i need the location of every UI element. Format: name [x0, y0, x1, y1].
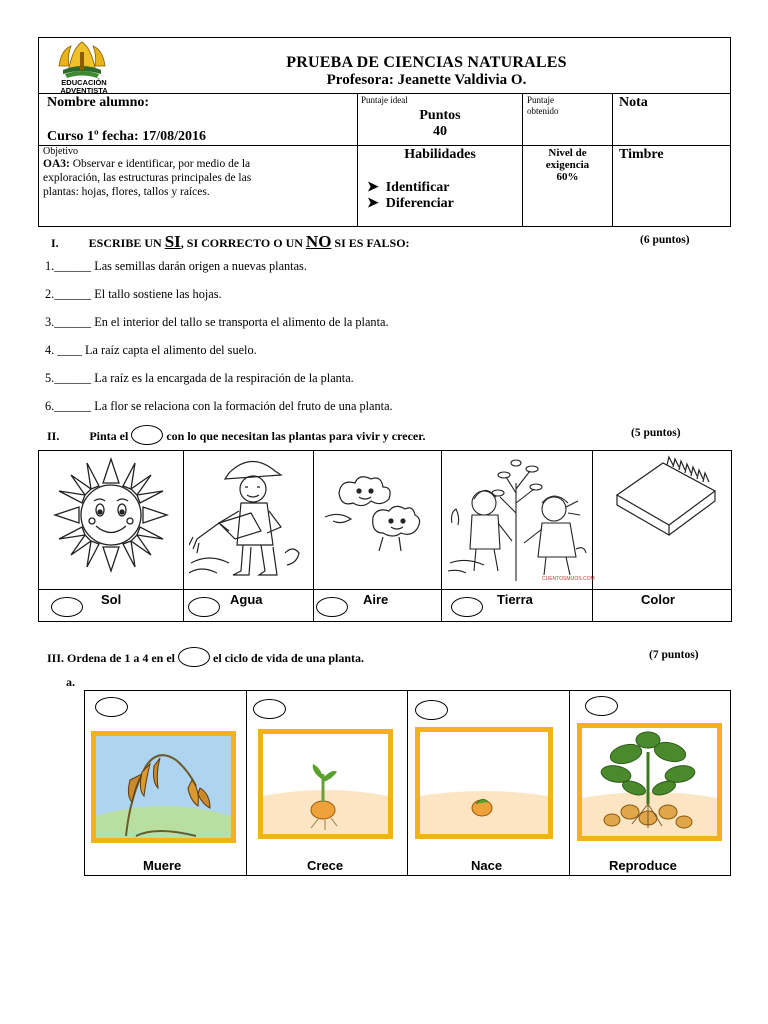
test-title: PRUEBA DE CIENCIAS NATURALES — [286, 54, 567, 71]
option-label-tierra: Tierra — [497, 592, 533, 607]
stage-image-muere — [91, 731, 236, 843]
option-label-color: Color — [641, 592, 675, 607]
points-value: 40 — [433, 124, 447, 139]
question-2[interactable]: 2.______ El tallo sostiene las hojas. — [45, 287, 222, 301]
no-word: NO — [305, 232, 332, 251]
sun-drawing — [49, 453, 174, 588]
logo-text: EDUCACIÓN — [61, 78, 107, 87]
skills-label: Habilidades — [404, 147, 476, 162]
crayon-box-drawing — [607, 455, 727, 550]
life-cycle-table — [84, 690, 731, 876]
question-1[interactable]: 1.______ Las semillas darán origen a nuevas plantas. — [45, 259, 307, 273]
grade-label: Nota — [619, 95, 648, 110]
student-name-label: Nombre alumno: — [47, 95, 150, 110]
question-4[interactable]: 4. ____ La raíz capta el alimento del suelo. — [45, 343, 257, 357]
question-6[interactable]: 6.______ La flor se relaciona con la formación del fruto de una planta. — [45, 399, 393, 413]
option-oval-aire[interactable] — [316, 597, 348, 617]
teacher-name: Profesora: Jeanette Valdivia O. — [326, 72, 527, 88]
stage-image-nace — [415, 727, 553, 839]
section-1-title: I. ESCRIBE UN SI, SI CORRECTO O UN NO SI ES FALSO: — [51, 232, 410, 251]
air-cloud-drawing — [319, 471, 437, 576]
objective-code: OA3: — [43, 158, 70, 170]
order-oval-reproduce[interactable] — [585, 696, 618, 716]
order-oval-muere[interactable] — [95, 697, 128, 717]
oval-icon — [131, 425, 163, 445]
logo-text: ADVENTISTA — [60, 86, 108, 95]
section-3-title: III. Ordena de 1 a 4 en el el ciclo de vida de una planta. — [47, 649, 364, 669]
objective-label: Objetivo — [43, 146, 78, 157]
option-oval-tierra[interactable] — [451, 597, 483, 617]
order-oval-nace[interactable] — [415, 700, 448, 720]
stamp-label: Timbre — [619, 147, 664, 162]
watering-child-drawing — [189, 453, 309, 588]
question-5[interactable]: 5.______ La raíz es la encargada de la respiración de la planta. — [45, 371, 354, 385]
header-table — [38, 37, 731, 227]
option-oval-agua[interactable] — [188, 597, 220, 617]
stage-label-muere: Muere — [143, 858, 182, 873]
needs-table — [38, 450, 732, 622]
stage-label-nace: Nace — [471, 858, 503, 873]
points-label: Puntos — [419, 108, 461, 123]
ideal-score-label: Puntaje ideal — [361, 95, 408, 105]
section-2-points: (5 puntos) — [631, 427, 681, 439]
children-planting-drawing — [446, 453, 595, 588]
skill-item: ➤ Diferenciar — [367, 196, 454, 211]
demand-level: Nivel de exigencia 60% — [545, 147, 590, 183]
obtained-score-label: obtenido — [527, 106, 559, 116]
question-3[interactable]: 3.______ En el interior del tallo se transporta el alimento de la planta. — [45, 315, 389, 329]
option-oval-sol[interactable] — [51, 597, 83, 617]
skill-item: ➤ Identificar — [367, 180, 450, 195]
stage-image-reproduce — [577, 723, 722, 841]
option-label-sol: Sol — [101, 592, 122, 607]
image-credit: CUENTOSMIJOS.COM — [542, 576, 595, 582]
option-label-agua: Agua — [230, 592, 263, 607]
order-oval-crece[interactable] — [253, 699, 286, 719]
option-label-aire: Aire — [363, 592, 389, 607]
item-letter: a. — [66, 675, 75, 689]
stage-image-crece — [258, 729, 393, 839]
objective-text: OA3: Observar e identificar, por medio de la exploración, las estructuras principales de las plantas: hojas, flores, tallos y raíces. — [43, 158, 252, 198]
obtained-score-label: Puntaje — [527, 95, 554, 105]
section-1-points: (6 puntos) — [640, 234, 690, 246]
stage-label-crece: Crece — [307, 858, 344, 873]
section-3-points: (7 puntos) — [649, 649, 699, 661]
course-date-label: Curso 1º fecha: 17/08/2016 — [47, 129, 206, 144]
oval-icon — [178, 647, 210, 667]
si-word: SI — [164, 232, 181, 251]
stage-label-reproduce: Reproduce — [609, 858, 677, 873]
header-col-divider — [612, 93, 613, 226]
section-2-title: II. Pinta el con lo que necesitan las plantas para vivir y crecer. — [47, 427, 425, 447]
